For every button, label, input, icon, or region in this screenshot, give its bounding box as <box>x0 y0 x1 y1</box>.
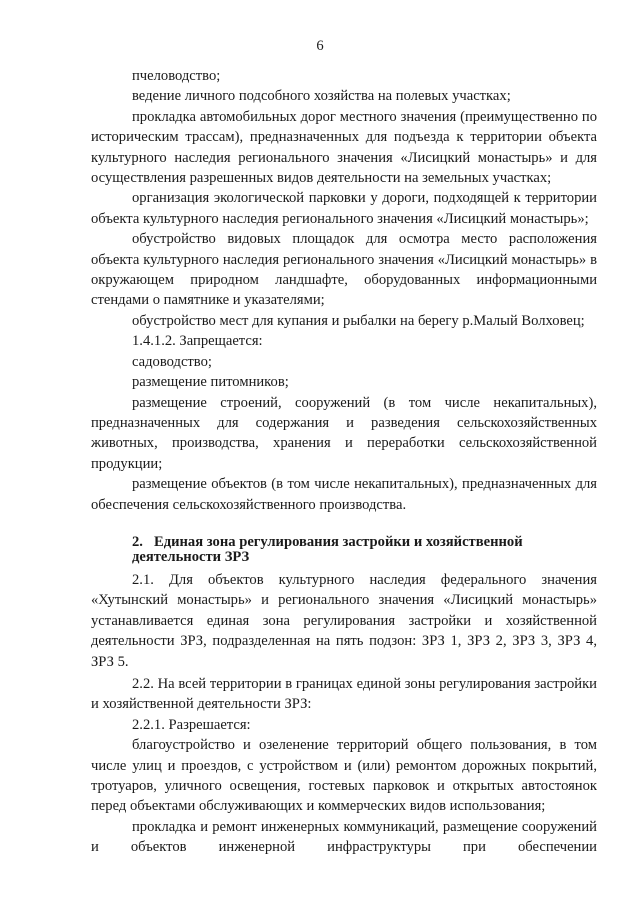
paragraph: прокладка автомобильных дорог местного значения (преимущественно по историческим трассам), предназначенных для подъезда к территории объекта культурного наследия регионального значения «Лисицкий монастырь» и для осуществления разрешенных видов деятельности на земельных участках; <box>91 108 597 187</box>
paragraph: ведение личного подсобного хозяйства на полевых участках; <box>132 88 511 105</box>
paragraph: размещение питомников; <box>132 374 289 391</box>
section-title-line2: деятельности ЗРЗ <box>132 548 250 565</box>
paragraph: размещение объектов (в том числе некапитальных), предназначенных для обеспечения сельскохозяйственного производства. <box>91 476 597 513</box>
paragraph: 2.2.1. Разрешается: <box>132 716 251 733</box>
page-content <box>91 66 597 858</box>
paragraph: обустройство мест для купания и рыбалки на берегу р.Малый Волховец; <box>132 312 585 329</box>
paragraph: садоводство; <box>132 353 212 370</box>
section-title-line1: Единая зона регулирования застройки и хозяйственной <box>154 533 523 550</box>
paragraph: 2.2. На всей территории в границах единой зоны регулирования застройки и хозяйственной деятельности ЗРЗ: <box>91 675 597 713</box>
paragraph: пчеловодство; <box>132 68 221 84</box>
paragraph: размещение строений, сооружений (в том числе некапитальных), предназначенных для содержания и разведения сельскохозяйственных животных, производства, хранения и переработки сельскохозяйственной продукции; <box>91 394 597 472</box>
paragraph: 2.1. Для объектов культурного наследия федерального значения «Хутынский монастырь» и регионального значения «Лисицкий монастырь» устанавливается единая зона регулирования застройки и хозяйственной деятельности ЗРЗ, подразделенная на пять подзон: ЗРЗ 1, ЗРЗ 2, ЗРЗ 3, ЗРЗ 4, ЗРЗ 5. <box>91 571 597 670</box>
page-number: 6 <box>316 38 324 54</box>
section-number: 2. <box>132 533 143 550</box>
paragraph: 1.4.1.2. Запрещается: <box>132 333 263 350</box>
section-heading <box>91 535 597 565</box>
paragraph: организация экологической парковки у дороги, подходящей к территории объекта культурного наследия регионального значения «Лисицкий монастырь»; <box>91 190 597 227</box>
paragraph: благоустройство и озеленение территорий общего пользования, в том числе улиц и проездов, с устройством и (или) ремонтом дорожных покрытий, тротуаров, уличного освещения, гостевых парковок и открытых автостоянок перед объектами обслуживающих и коммерческих видов использования; <box>91 737 597 815</box>
paragraph: обустройство видовых площадок для осмотра место расположения объекта культурного наследия регионального значения «Лисицкий монастырь» в окружающем природном ландшафте, оборудованных информационными стендами о памятнике и указателями; <box>91 231 597 309</box>
paragraph: прокладка и ремонт инженерных коммуникаций, размещение сооружений и объектов инженерной инфраструктуры при обеспечении <box>91 818 597 856</box>
